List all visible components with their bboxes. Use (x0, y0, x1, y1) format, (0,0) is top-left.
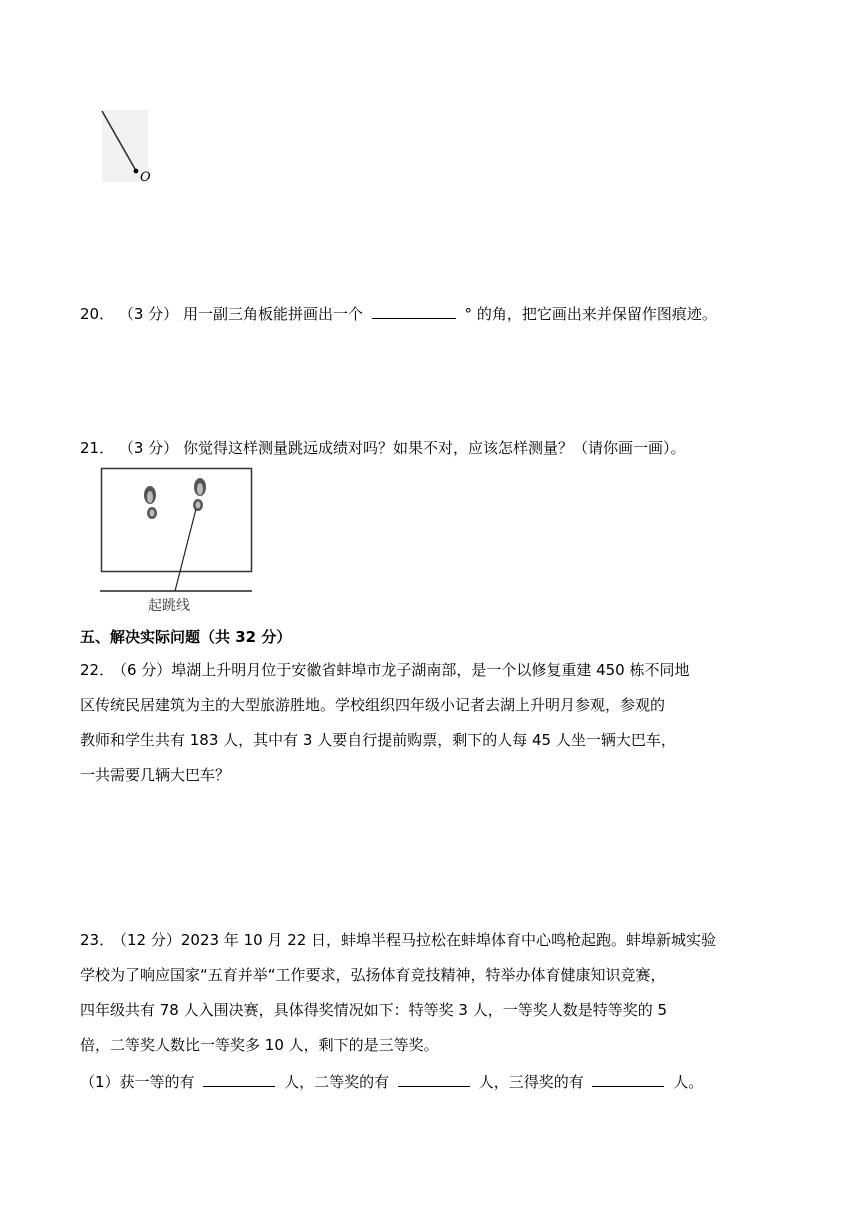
question-20-blank[interactable] (372, 302, 456, 319)
sub-1-mid-1: 人，二等奖的有 (284, 1073, 390, 1091)
second-prize-blank[interactable] (398, 1070, 470, 1087)
question-23-line-1: （12 分）2023 年 10 月 22 日，蚌埠半程马拉松在蚌埠体育中心鸣枪起跑。蚌埠新城实验 (112, 931, 717, 949)
question-22-line-2: 区传统民居建筑为主的大型旅游胜地。学校组织四年级小记者去湖上升明月参观，参观的 (80, 696, 666, 714)
question-22-line-1: （6 分）埠湖上升明月位于安徽省蚌埠市龙子湖南部，是一个以修复重建 450 栋不同地 (112, 661, 690, 679)
question-22-line-3: 教师和学生共有 183 人，其中有 3 人要自行提前购票，剩下的人每 45 人坐一辆大巴车， (80, 731, 676, 749)
question-21-text: 你觉得这样测量跳远成绩对吗？如果不对，应该怎样测量？（请你画一画）。 (182, 439, 686, 457)
question-23-line-4: 倍，二等奖人数比一等奖多 10 人，剩下的是三等奖。 (80, 1036, 439, 1054)
sub-1-suffix: 人。 (673, 1073, 704, 1091)
question-20 (80, 302, 717, 324)
question-22-number: 22． (80, 661, 115, 679)
question-21-points: （3 分） (118, 439, 179, 457)
question-20-text-after: ° 的角，把它画出来并保留作图痕迹。 (464, 305, 717, 323)
third-prize-blank[interactable] (592, 1070, 664, 1087)
sand-pit (102, 469, 252, 572)
sub-1-mid-2: 人，三得奖的有 (478, 1073, 584, 1091)
question-23-line-3: 四年级共有 78 人入围决赛，具体得奖情况如下：特等奖 3 人，一等奖人数是特等奖的 5 (80, 1001, 668, 1019)
question-20-points: （3 分） (118, 305, 179, 323)
question-22-line-4: 一共需要几辆大巴车？ (80, 766, 231, 784)
first-prize-blank[interactable] (203, 1070, 275, 1087)
question-23-sub-1 (80, 1070, 703, 1092)
vertex-point (134, 169, 139, 174)
question-21 (80, 438, 685, 458)
question-20-number: 20． (80, 305, 115, 323)
question-23-line-2: 学校为了响应国家“五育并举“工作要求，弘扬体育竞技精神，特举办体育健康知识竞赛， (80, 966, 666, 984)
ray-drawing (96, 104, 166, 188)
sub-1-prefix: （1）获一等的有 (80, 1073, 195, 1091)
takeoff-line-label: 起跳线 (148, 598, 190, 614)
angle-figure (96, 104, 166, 188)
section-5-title: 五、解决实际问题（共 32 分） (80, 628, 292, 646)
question-21-number: 21． (80, 439, 115, 457)
question-23-number: 23． (80, 931, 115, 949)
question-20-text-before: 用一副三角板能拼画出一个 (182, 305, 363, 323)
vertex-label: O (140, 170, 151, 185)
long-jump-figure (100, 467, 254, 617)
